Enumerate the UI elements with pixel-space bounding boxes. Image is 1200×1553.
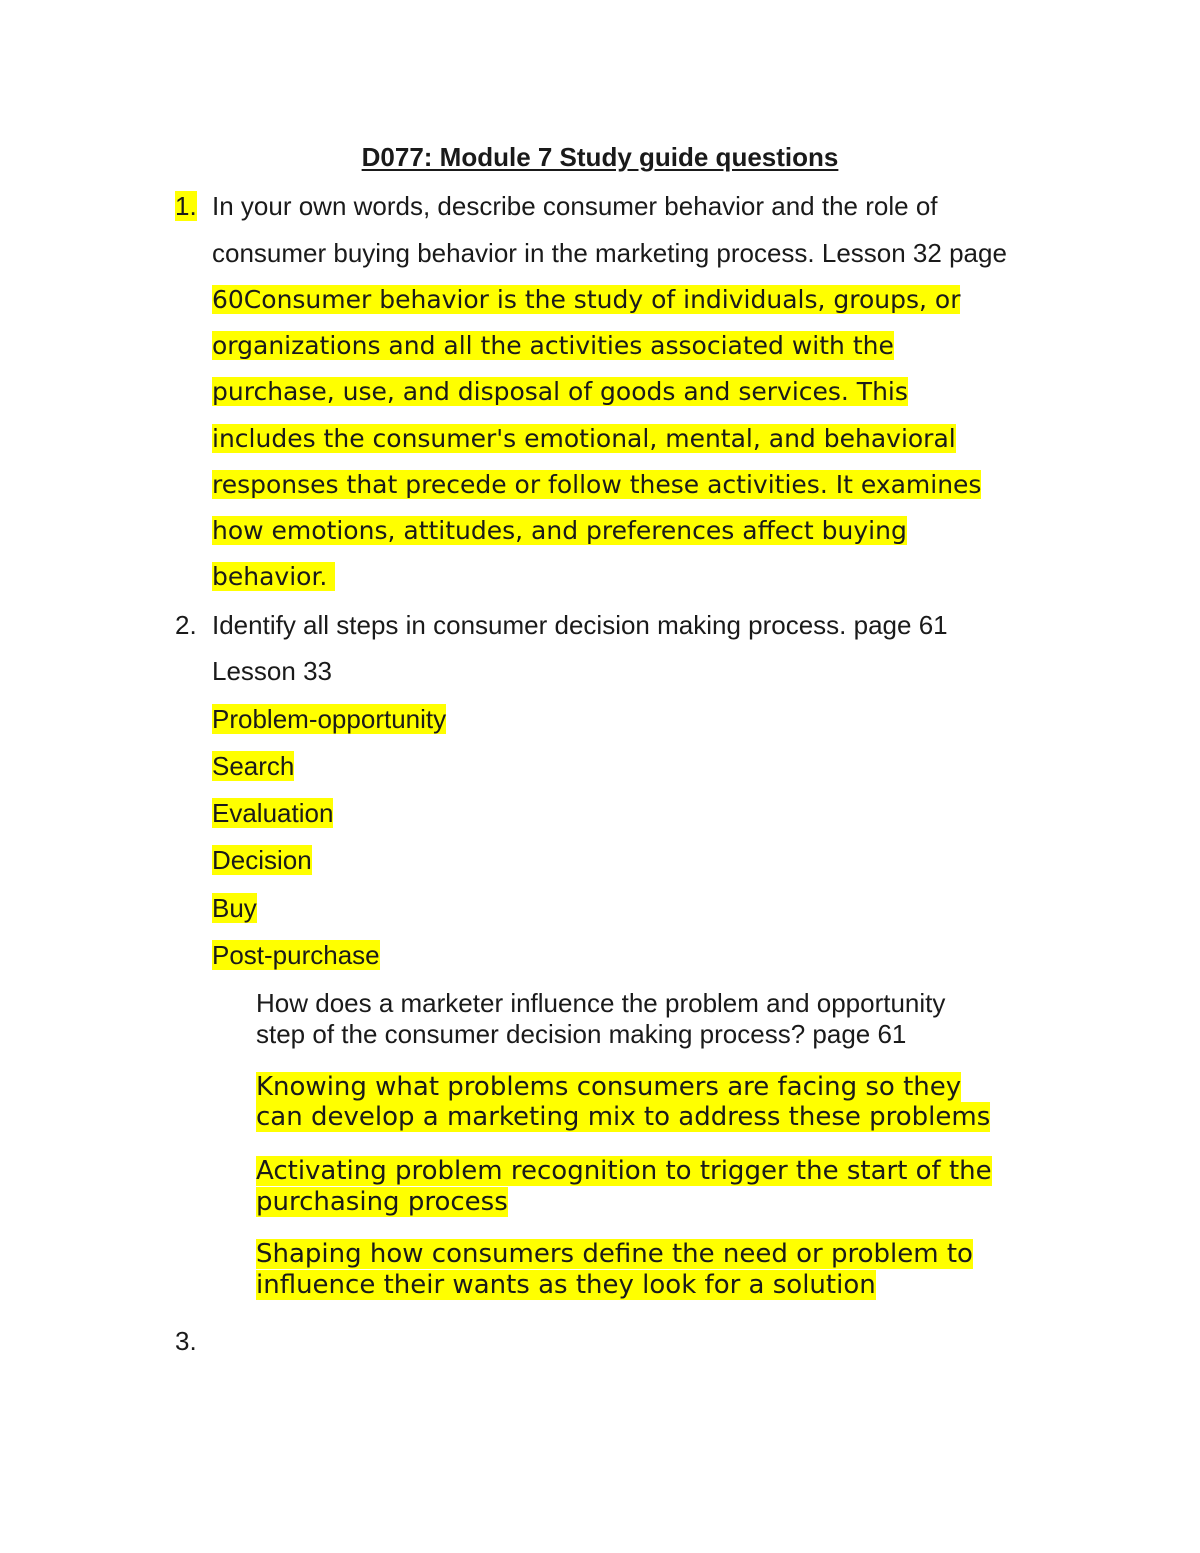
page-title: D077: Module 7 Study guide questions bbox=[361, 142, 839, 172]
answer-1-line-3: purchase, use, and disposal of goods and services. This bbox=[212, 377, 908, 406]
sub-answer-2-line-1: Activating problem recognition to trigger the start of the bbox=[256, 1156, 992, 1186]
step-item: Evaluation bbox=[212, 798, 334, 828]
step-item: Problem-opportunity bbox=[212, 704, 447, 734]
sub-answer-3-line-2: influence their wants as they look for a solution bbox=[256, 1270, 876, 1300]
step-item: Decision bbox=[212, 845, 312, 875]
answer-1-line-4: includes the consumer's emotional, mental, and behavioral bbox=[212, 424, 956, 453]
question-2-line-2: Lesson 33 bbox=[212, 656, 332, 686]
answer-1-line-1: 60Consumer behavior is the study of individuals, groups, or bbox=[212, 285, 961, 314]
sub-answer-1-line-2: can develop a marketing mix to address these problems bbox=[256, 1102, 991, 1132]
sub-question-line-2: step of the consumer decision making process? page 61 bbox=[256, 1019, 907, 1049]
answer-1-line-5: responses that precede or follow these activities. It examines bbox=[212, 470, 982, 499]
question-1-line-1: In your own words, describe consumer behavior and the role of bbox=[212, 191, 938, 221]
question-1-line-2: consumer buying behavior in the marketing process. Lesson 32 page bbox=[212, 238, 1007, 268]
sub-question-line-1: How does a marketer influence the problem and opportunity bbox=[256, 988, 946, 1018]
question-3-number: 3. bbox=[175, 1326, 197, 1356]
sub-answer-3-line-1: Shaping how consumers define the need or problem to bbox=[256, 1239, 973, 1269]
sub-answer-2-line-2: purchasing process bbox=[256, 1187, 508, 1217]
answer-1-line-2: organizations and all the activities associated with the bbox=[212, 331, 894, 360]
step-item: Post-purchase bbox=[212, 940, 380, 970]
question-1-number: 1. bbox=[175, 191, 197, 221]
sub-answer-1-line-1: Knowing what problems consumers are facing so they bbox=[256, 1072, 962, 1102]
step-item: Buy bbox=[212, 893, 257, 923]
answer-1-line-6: how emotions, attitudes, and preferences affect buying bbox=[212, 516, 907, 545]
question-2-number: 2. bbox=[175, 610, 197, 640]
question-2-line-1: Identify all steps in consumer decision making process. page 61 bbox=[212, 610, 948, 640]
step-item: Search bbox=[212, 751, 295, 781]
answer-1-line-7: behavior. bbox=[212, 562, 336, 591]
